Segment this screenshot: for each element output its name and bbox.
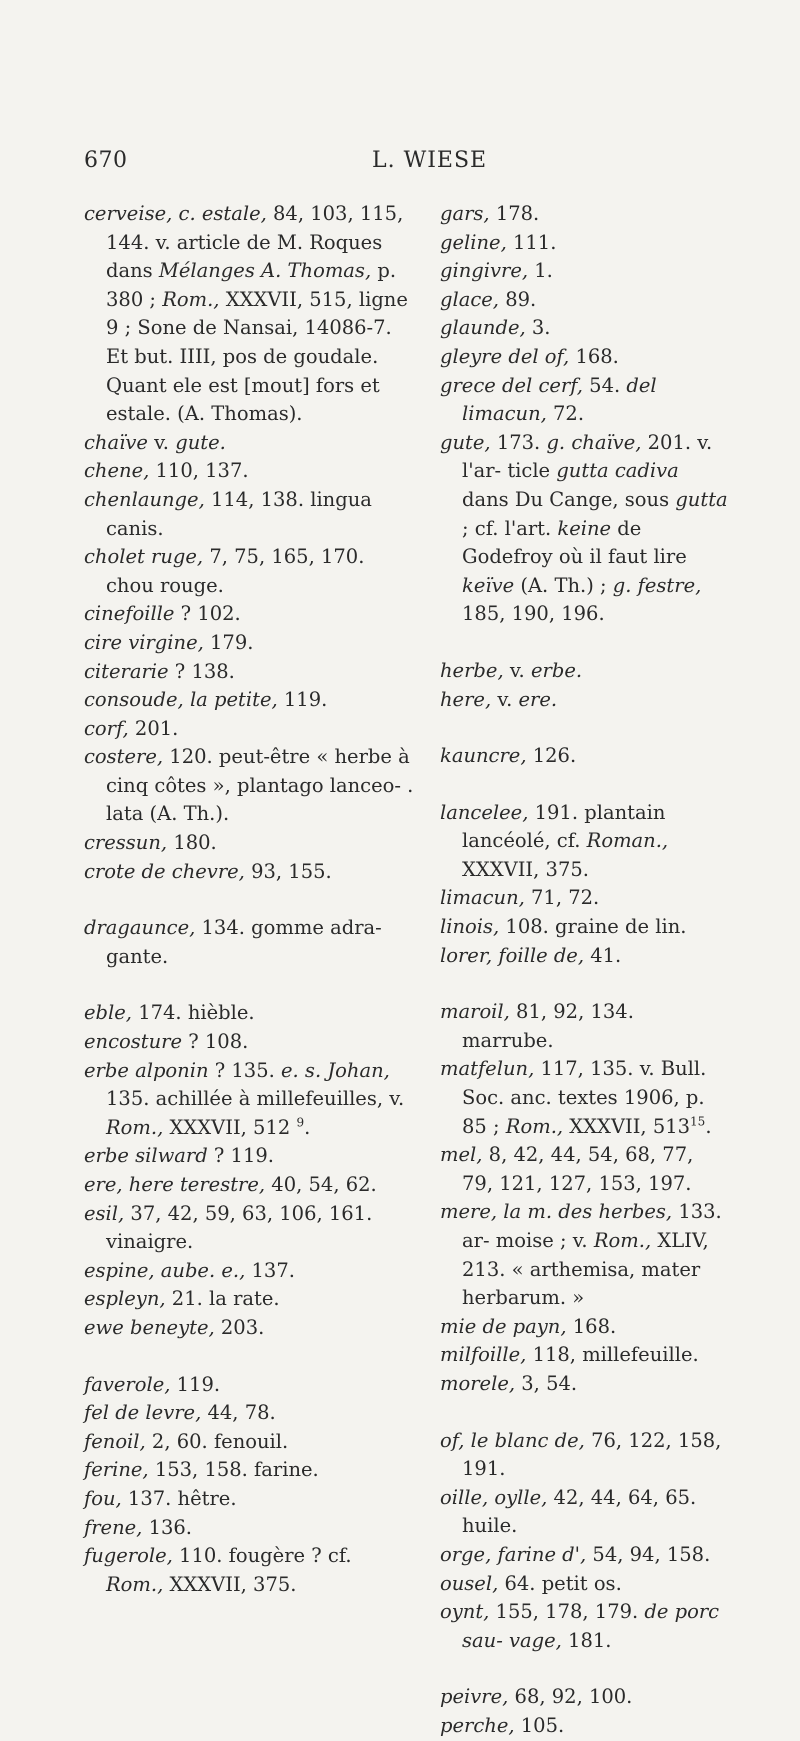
glossary-entry	[84, 429, 414, 458]
entry-text: 81, 92, 134. marrube.	[462, 1000, 634, 1052]
entry-text: de Godefroy où il faut lire	[462, 516, 687, 569]
glossary-entry	[84, 1485, 414, 1514]
entry-italic-term: limacun,	[440, 886, 525, 910]
entry-italic-term: gleyre del of,	[440, 344, 570, 368]
entry-italic-term: fel de levre,	[84, 1401, 202, 1425]
entry-italic-term: ewe beneyte,	[84, 1315, 215, 1339]
glossary-entry	[84, 1542, 414, 1599]
glossary-entry	[84, 1171, 414, 1200]
glossary-entry	[440, 1370, 730, 1399]
entry-text: 118, millefeuille.	[526, 1343, 699, 1367]
glossary-entry	[440, 1541, 730, 1570]
entry-text: 76, 122, 158, 191.	[462, 1428, 722, 1481]
glossary-entry	[84, 457, 414, 486]
entry-italic-term: de porc sau- vage,	[462, 1600, 720, 1652]
glossary-entry	[84, 829, 414, 858]
entry-italic-term: ere.	[518, 687, 558, 711]
glossary-entry	[440, 1313, 730, 1342]
glossary-entry	[84, 658, 414, 687]
entry-text: 54, 94, 158.	[586, 1542, 711, 1566]
entry-italic-term: geline,	[440, 230, 507, 254]
entry-italic-term: e. s. Johan,	[281, 1058, 390, 1082]
glossary-entry	[440, 1198, 730, 1312]
glossary-entry	[84, 1142, 414, 1171]
entry-italic-term: chaïve	[84, 430, 148, 454]
entry-text: 41.	[584, 943, 622, 967]
entry-text: 185, 190, 196.	[462, 602, 605, 626]
entry-italic-term: of, le blanc de,	[440, 1428, 585, 1452]
glossary-entry	[440, 1598, 730, 1655]
glossary-entry	[440, 1712, 730, 1741]
entry-text: 136.	[142, 1515, 193, 1539]
entry-italic-term: gutta cadiva	[556, 459, 679, 483]
entry-text: 44, 78.	[201, 1401, 276, 1425]
glossary-entry	[84, 1028, 414, 1057]
entry-italic-term: faverole,	[84, 1372, 171, 1396]
glossary-entry	[440, 429, 730, 629]
glossary-entry	[440, 1341, 730, 1370]
entry-text: 119.	[170, 1372, 221, 1396]
entry-italic-term: orge, farine d',	[440, 1542, 587, 1566]
entry-italic-term: glaunde,	[440, 316, 526, 340]
entry-italic-term: espine, aube. e.,	[84, 1258, 246, 1282]
entry-italic-term: cerveise, c. estale,	[84, 202, 267, 225]
glossary-entry	[440, 257, 730, 286]
glossary-entry	[440, 1141, 730, 1198]
entry-text: 54.	[582, 373, 627, 397]
entry-text: 137.	[245, 1258, 295, 1282]
entry-italic-term: keine	[557, 516, 612, 540]
glossary-entry	[84, 686, 414, 715]
entry-text: ? 138.	[168, 659, 235, 683]
entry-italic-term: esil,	[84, 1201, 125, 1225]
entry-text: 180.	[167, 831, 217, 855]
entry-italic-term: perche,	[440, 1713, 515, 1737]
letter-section-gap	[84, 1343, 414, 1371]
letter-section-gap	[440, 970, 730, 998]
entry-italic-term: Rom.,	[593, 1229, 652, 1252]
glossary-entry	[440, 200, 730, 229]
glossary-entry	[84, 914, 414, 971]
entry-text: .	[705, 1114, 712, 1138]
entry-text: 71, 72.	[524, 886, 600, 910]
glossary-entry	[440, 884, 730, 913]
glossary-entry	[84, 743, 414, 829]
entry-italic-term: chene,	[84, 459, 150, 483]
entry-text: 110. fougère ? cf.	[172, 1544, 352, 1568]
entry-text: 119.	[277, 688, 328, 712]
entry-text: 120. peut-être « herbe à cinq côtes », plantago lanceo- . lata (A. Th.).	[106, 745, 414, 826]
entry-italic-term: g. festre,	[612, 573, 702, 597]
glossary-entry	[84, 1371, 414, 1400]
entry-italic-term: ferine,	[84, 1458, 149, 1482]
entry-text: XLIV, 213. « arthemisa, mater herbarum. »	[462, 1229, 709, 1310]
entry-italic-term: oynt,	[440, 1600, 490, 1624]
running-head: L. WIESE	[372, 148, 488, 173]
glossary-entry	[84, 1314, 414, 1343]
entry-text: 173.	[490, 430, 547, 454]
glossary-entry	[440, 1484, 730, 1541]
entry-text: 89.	[499, 287, 537, 311]
entry-text: v.	[491, 687, 519, 711]
entry-italic-term: mere, la m. des herbes,	[440, 1200, 673, 1224]
entry-text: 134. gomme adra- gante.	[106, 916, 382, 968]
glossary-column-right	[440, 200, 730, 1741]
entry-italic-term: kauncre,	[440, 744, 527, 768]
entry-italic-term: erbe silward	[84, 1144, 208, 1168]
entry-text: 168.	[569, 344, 619, 368]
entry-italic-term: ousel,	[440, 1571, 499, 1595]
entry-italic-term: linois,	[440, 915, 500, 939]
entry-text: 3, 54.	[515, 1371, 578, 1395]
entry-text: ? 119.	[207, 1144, 274, 1168]
entry-text: 178.	[489, 202, 540, 225]
glossary-entry	[440, 998, 730, 1055]
glossary-entry	[84, 486, 414, 543]
entry-text: 191. plantain lancéolé, cf.	[462, 800, 666, 853]
entry-italic-term: maroil,	[440, 1000, 510, 1024]
entry-text: 117, 135. v. Bull. Soc. anc. textes 1906, p. 85 ;	[462, 1057, 707, 1138]
entry-italic-term: cinefoille	[84, 602, 175, 626]
entry-italic-term: erbe.	[530, 658, 583, 682]
entry-text: 84, 103, 115, 144. v. article de M. Roques dans	[106, 202, 404, 283]
entry-italic-term: here,	[440, 687, 492, 711]
entry-text: 37, 42, 59, 63, 106, 161. vinaigre.	[106, 1201, 373, 1254]
entry-text: ? 102.	[174, 602, 241, 626]
glossary-entry	[440, 343, 730, 372]
entry-italic-term: gingivre,	[440, 259, 529, 283]
entry-text: 64. petit os.	[498, 1571, 622, 1595]
entry-italic-term: fou,	[84, 1486, 122, 1510]
glossary-entry	[440, 229, 730, 258]
entry-italic-term: crote de chevre,	[84, 859, 245, 883]
entry-italic-term: glace,	[440, 287, 500, 311]
letter-section-gap	[440, 771, 730, 799]
entry-italic-term: keïve	[462, 573, 515, 597]
entry-text: 68, 92, 100.	[508, 1685, 633, 1709]
entry-text: 72.	[546, 402, 585, 426]
entry-italic-term: espleyn,	[84, 1287, 166, 1311]
entry-italic-term: dragaunce,	[84, 916, 196, 940]
glossary-entry	[440, 913, 730, 942]
entry-text: XXXVII, 375.	[163, 1572, 297, 1596]
glossary-entry	[84, 858, 414, 887]
entry-italic-term: fugerole,	[84, 1544, 173, 1568]
entry-text: v.	[503, 658, 531, 682]
entry-italic-term: costere,	[84, 745, 164, 769]
entry-italic-term: cressun,	[84, 831, 168, 855]
entry-text: 110, 137.	[149, 459, 249, 483]
footnote-superscript: 15	[690, 1114, 706, 1129]
entry-text: 201. v. l'ar- ticle	[462, 430, 713, 483]
glossary-entry	[440, 1427, 730, 1484]
entry-italic-term: milfoille,	[440, 1343, 527, 1367]
entry-text: 3.	[525, 316, 551, 340]
entry-italic-term: Mélanges A. Thomas,	[158, 259, 372, 283]
entry-italic-term: matfelun,	[440, 1057, 535, 1081]
entry-italic-term: del limacun,	[462, 373, 657, 426]
glossary-entry	[84, 200, 414, 429]
entry-text: 42, 44, 64, 65. huile.	[462, 1485, 697, 1538]
page-header	[0, 148, 800, 178]
entry-italic-term: frene,	[84, 1515, 143, 1539]
entry-italic-term: gutta	[675, 487, 728, 511]
entry-text: XXXVII, 513	[563, 1114, 691, 1138]
entry-text: XXXVII, 512	[163, 1115, 297, 1139]
entry-text: 133. ar- moise ; v.	[462, 1200, 722, 1252]
page-number: 670	[84, 148, 128, 173]
entry-text: 7, 75, 165, 170. chou rouge.	[106, 545, 365, 597]
entry-text: 105.	[514, 1713, 565, 1737]
glossary-entry	[440, 742, 730, 771]
entry-text: 40, 54, 62.	[265, 1173, 377, 1196]
entry-text: ? 108.	[182, 1030, 249, 1054]
entry-text: 155, 178, 179.	[489, 1600, 645, 1624]
entry-text: (A. Th.) ;	[514, 573, 613, 597]
entry-italic-term: chenlaunge,	[84, 487, 205, 511]
entry-italic-term: cholet ruge,	[84, 545, 204, 569]
entry-text: 201.	[128, 716, 179, 740]
entry-text: 179.	[203, 630, 254, 654]
entry-italic-term: ere, here terestre,	[84, 1173, 266, 1196]
entry-text: 1.	[528, 259, 553, 283]
glossary-entry	[84, 1456, 414, 1485]
entry-text: 126.	[526, 744, 577, 768]
entry-italic-term: corf,	[84, 716, 129, 740]
glossary-entry	[84, 999, 414, 1028]
glossary-entry	[84, 600, 414, 629]
entry-italic-term: mel,	[440, 1143, 483, 1167]
letter-section-gap	[440, 1399, 730, 1427]
glossary-entry	[440, 314, 730, 343]
glossary-entry	[440, 942, 730, 971]
entry-text: XXXVII, 515, ligne 9 ; Sone de Nansai, 14086-7. Et but. IIII, pos de goudale. Quant ele est [mout] fors et estale. (A. Thomas).	[106, 287, 408, 426]
letter-section-gap	[440, 629, 730, 657]
entry-italic-term: encosture	[84, 1030, 183, 1054]
entry-text: dans Du Cange, sous	[462, 487, 676, 511]
letter-section-gap	[440, 714, 730, 742]
entry-text: 181.	[561, 1628, 612, 1652]
glossary-entry	[440, 372, 730, 429]
footnote-superscript: 9	[296, 1115, 305, 1130]
entry-text: 203.	[214, 1315, 265, 1339]
entry-text: 111.	[506, 230, 557, 254]
glossary-entry	[440, 1055, 730, 1141]
glossary-entry	[84, 1057, 414, 1143]
entry-text: ; cf. l'art.	[462, 516, 558, 540]
entry-italic-term: consoude, la petite,	[84, 688, 278, 712]
entry-italic-term: eble,	[84, 1001, 132, 1025]
entry-text: 21. la rate.	[165, 1287, 280, 1311]
entry-italic-term: lorer, foille de,	[440, 943, 585, 967]
entry-italic-term: peivre,	[440, 1685, 509, 1709]
entry-italic-term: mie de payn,	[440, 1314, 567, 1338]
entry-italic-term: citerarie	[84, 659, 169, 683]
entry-text: 2, 60. fenouil.	[145, 1429, 289, 1453]
entry-italic-term: Rom.,	[106, 1572, 164, 1596]
glossary-entry	[84, 543, 414, 600]
entry-italic-term: grece del cerf,	[440, 373, 583, 397]
glossary-entry	[440, 657, 730, 686]
entry-text: 93, 155.	[244, 859, 332, 883]
entry-italic-term: fenoil,	[84, 1429, 146, 1453]
glossary-entry	[84, 1514, 414, 1543]
letter-section-gap	[440, 1655, 730, 1683]
entry-text: XXXVII, 375.	[462, 857, 589, 881]
entry-italic-term: Roman.,	[586, 829, 669, 853]
glossary-entry	[440, 286, 730, 315]
entry-text: 174. hièble.	[132, 1001, 255, 1025]
entry-italic-term: lancelee,	[440, 800, 529, 824]
entry-text: p. 380 ;	[106, 259, 397, 311]
entry-text: 137. hêtre.	[121, 1486, 237, 1510]
entry-text: 135. achillée à millefeuilles, v.	[106, 1087, 405, 1111]
glossary-entry	[84, 629, 414, 658]
glossary-entry	[84, 1257, 414, 1286]
letter-section-gap	[84, 971, 414, 999]
entry-italic-term: g. chaïve,	[546, 430, 642, 454]
entry-text: 153, 158. farine.	[148, 1458, 319, 1482]
glossary-entry	[84, 715, 414, 744]
entry-text: 108. graine de lin.	[499, 915, 687, 939]
entry-text: 114, 138. lingua canis.	[106, 487, 372, 540]
entry-italic-term: morele,	[440, 1371, 516, 1395]
entry-italic-term: oille, oylle,	[440, 1485, 548, 1509]
entry-italic-term: Rom.,	[505, 1114, 564, 1138]
entry-text: .	[304, 1115, 311, 1139]
entry-text: 8, 42, 44, 54, 68, 77, 79, 121, 127, 153, 197.	[462, 1143, 694, 1195]
entry-text: 168.	[566, 1314, 617, 1338]
glossary-entry	[440, 799, 730, 885]
glossary-column-left	[84, 200, 414, 1599]
entry-italic-term: gute.	[175, 430, 226, 454]
glossary-entry	[84, 1428, 414, 1457]
entry-italic-term: gute,	[440, 430, 491, 454]
glossary-entry	[440, 1683, 730, 1712]
glossary-entry	[84, 1285, 414, 1314]
glossary-entry	[84, 1200, 414, 1257]
entry-italic-term: erbe alponin	[84, 1058, 209, 1082]
entry-italic-term: herbe,	[440, 658, 504, 682]
glossary-entry	[440, 686, 730, 715]
entry-italic-term: Rom.,	[106, 1115, 164, 1139]
entry-italic-term: cire virgine,	[84, 630, 204, 654]
glossary-entry	[84, 1399, 414, 1428]
entry-text: ? 135.	[208, 1058, 281, 1082]
entry-italic-term: Rom.,	[162, 287, 220, 311]
entry-text: v.	[147, 430, 176, 454]
letter-section-gap	[84, 886, 414, 914]
entry-italic-term: gars,	[440, 202, 490, 225]
glossary-entry	[440, 1570, 730, 1599]
